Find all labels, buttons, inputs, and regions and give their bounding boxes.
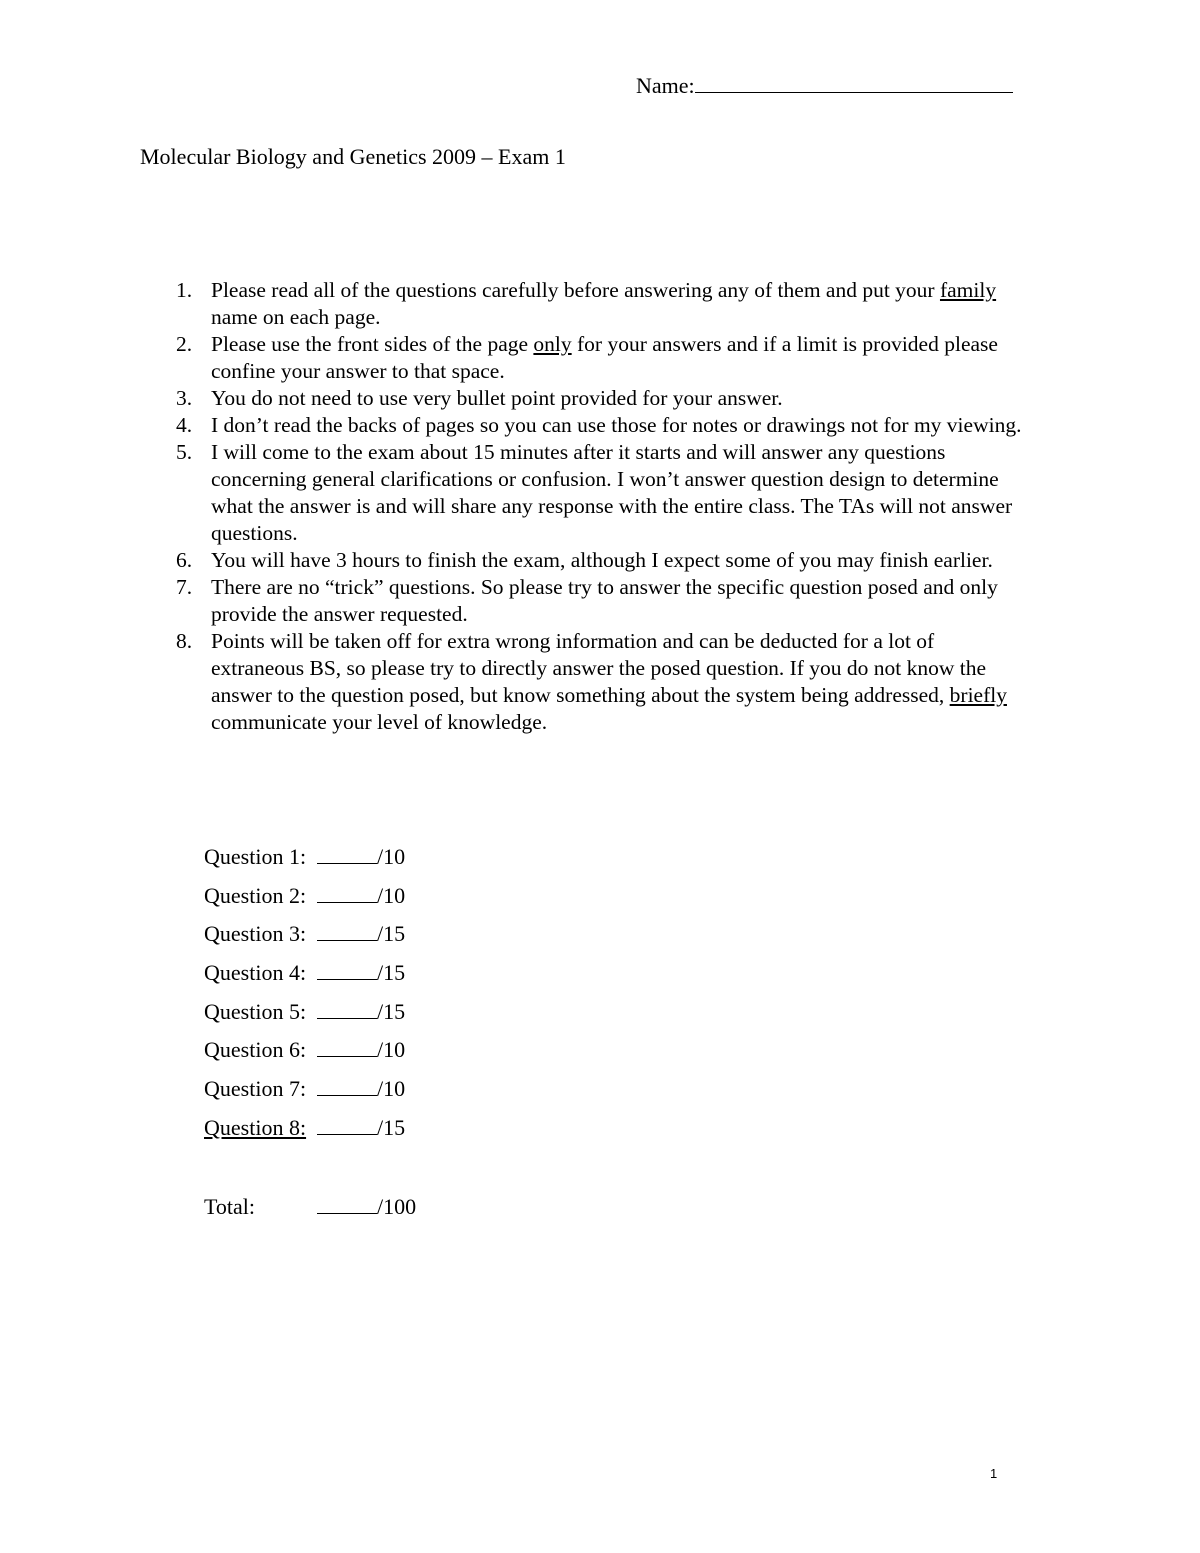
- page-number: 1: [990, 1466, 998, 1481]
- instruction-item: [168, 385, 1028, 412]
- emphasis-briefly: briefly: [949, 683, 1007, 707]
- instruction-number: 1.: [176, 278, 193, 302]
- instruction-text: name on each page.: [211, 305, 381, 329]
- instruction-item: [168, 439, 1028, 547]
- score-blank[interactable]: [317, 922, 377, 941]
- score-row-q3: [204, 921, 405, 960]
- score-max: /10: [377, 1037, 406, 1063]
- instruction-text: I will come to the exam about 15 minutes after it starts and will answer any questions concerning general clarifications or confusion. I won’t answer question design to determine what the answer is and will share any response with the entire class. The TAs will not answer questions.: [211, 440, 1013, 545]
- score-max: /15: [377, 1114, 406, 1140]
- score-blank[interactable]: [317, 1077, 377, 1096]
- instruction-text: You will have 3 hours to finish the exam, although I expect some of you may finish earlier.: [211, 548, 993, 572]
- score-label: Question 5:: [204, 998, 307, 1024]
- score-blank[interactable]: [317, 1038, 377, 1057]
- score-label: Question 8:: [204, 1114, 307, 1140]
- total-max: /100: [377, 1194, 417, 1219]
- score-max: /10: [377, 882, 406, 908]
- name-label: Name:: [636, 73, 695, 98]
- score-row-q5: [204, 999, 405, 1038]
- instruction-item: [168, 547, 1028, 574]
- instruction-number: 3.: [176, 386, 193, 410]
- score-row-q2: [204, 883, 405, 922]
- score-row-q4: [204, 960, 405, 999]
- score-blank[interactable]: [317, 845, 377, 864]
- name-field: [636, 72, 1013, 99]
- instruction-text: I don’t read the backs of pages so you can use those for notes or drawings not for my viewing.: [211, 413, 1022, 437]
- total-blank[interactable]: [317, 1195, 377, 1214]
- score-blank[interactable]: [317, 1116, 377, 1135]
- instruction-item: [168, 574, 1028, 628]
- score-row-q6: [204, 1037, 405, 1076]
- instruction-item: [168, 412, 1028, 439]
- instruction-number: 6.: [176, 548, 193, 572]
- instruction-text: for your answers and if a limit is provided please confine your answer to that space.: [211, 332, 998, 383]
- score-label: Question 2:: [204, 882, 307, 908]
- score-max: /10: [377, 1076, 406, 1102]
- instruction-text: You do not need to use very bullet point provided for your answer.: [211, 386, 783, 410]
- instruction-number: 7.: [176, 575, 193, 599]
- instruction-item: [168, 277, 1028, 331]
- emphasis-only: only: [533, 332, 572, 356]
- emphasis-family: family: [939, 278, 997, 302]
- score-label: Question 7:: [204, 1076, 307, 1102]
- instruction-item: [168, 628, 1028, 736]
- instruction-number: 8.: [176, 629, 193, 653]
- score-table: [204, 844, 405, 1154]
- score-max: /15: [377, 921, 406, 947]
- score-blank[interactable]: [317, 1000, 377, 1019]
- score-max: /15: [377, 998, 406, 1024]
- name-blank-line[interactable]: [695, 72, 1013, 93]
- score-label: Question 1:: [204, 844, 307, 869]
- score-max: /10: [377, 844, 406, 869]
- instruction-text: There are no “trick” questions. So please try to answer the specific question posed and only provide the answer requested.: [211, 575, 998, 626]
- instruction-text: Points will be taken off for extra wrong information and can be deducted for a lot of extraneous BS, so please try to directly answer the posed question. If you do not know the answer to the question posed, but know something about the system being addressed,: [211, 629, 987, 707]
- instruction-text: Please use the front sides of the page: [211, 332, 534, 356]
- instruction-number: 4.: [176, 413, 193, 437]
- instructions-list: [168, 277, 1028, 736]
- score-blank[interactable]: [317, 961, 377, 980]
- exam-title: Molecular Biology and Genetics 2009 – Exam 1: [140, 144, 566, 169]
- total-row: [204, 1194, 416, 1220]
- instruction-text: communicate your level of knowledge.: [211, 710, 548, 734]
- instruction-number: 5.: [176, 440, 193, 464]
- score-label: Question 6:: [204, 1037, 307, 1063]
- instruction-number: 2.: [176, 332, 193, 356]
- total-label: Total:: [204, 1194, 256, 1219]
- score-label: Question 3:: [204, 921, 307, 947]
- score-blank[interactable]: [317, 884, 377, 903]
- score-row-q1: [204, 844, 405, 883]
- instruction-text: Please read all of the questions carefully before answering any of them and put your: [211, 278, 940, 302]
- score-max: /15: [377, 960, 406, 986]
- score-label: Question 4:: [204, 960, 307, 986]
- score-row-q8: [204, 1115, 405, 1154]
- instruction-item: [168, 331, 1028, 385]
- score-row-q7: [204, 1076, 405, 1115]
